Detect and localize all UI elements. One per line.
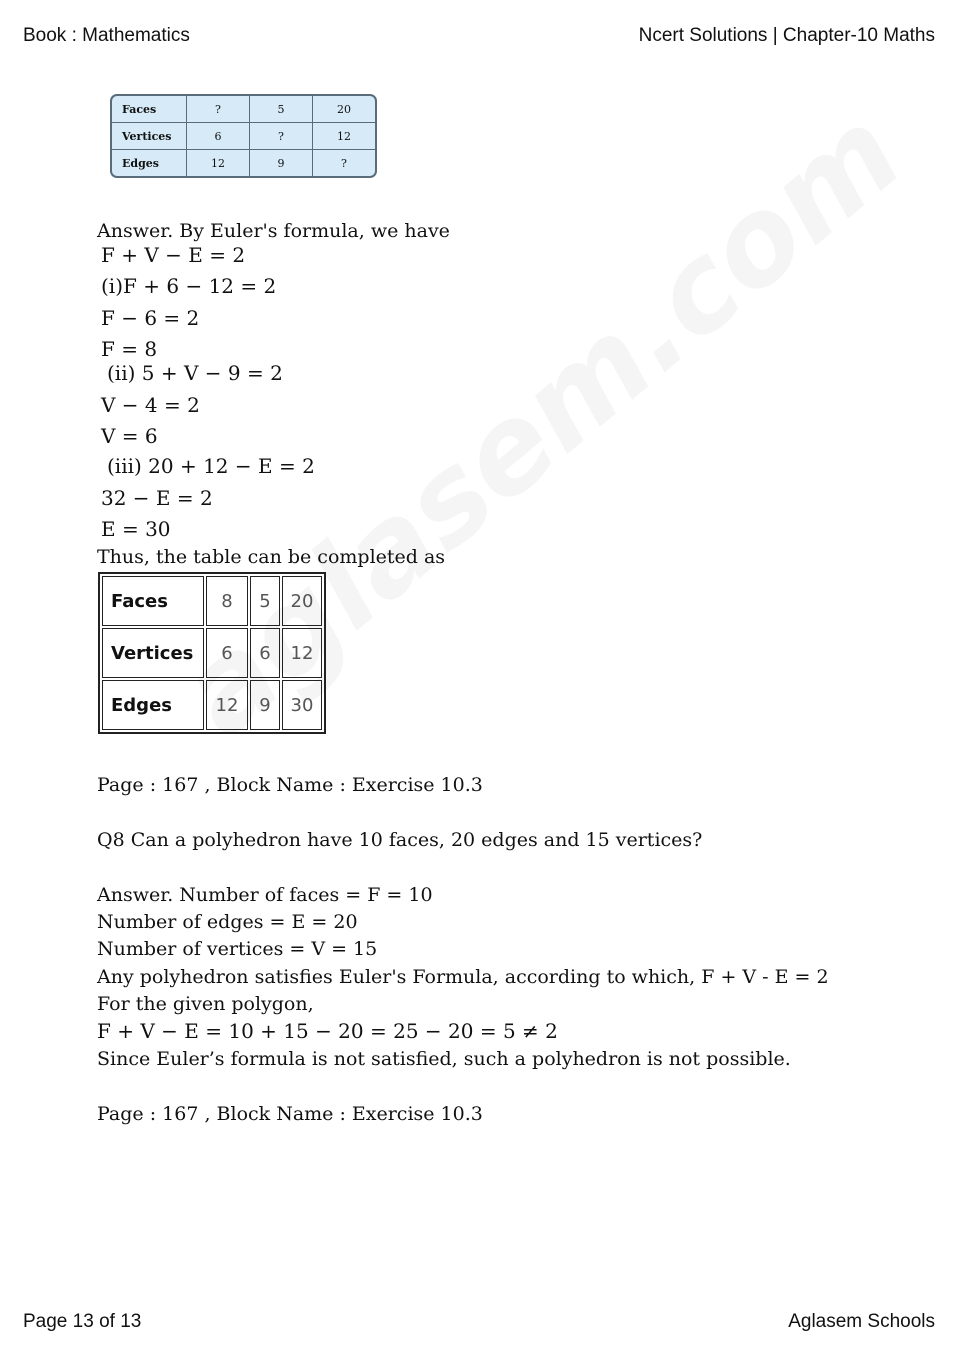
publisher-name: Aglasem Schools xyxy=(788,1311,935,1332)
header-book-title: Book : Mathematics xyxy=(23,25,190,46)
table-intro: Thus, the table can be completed as xyxy=(97,546,446,568)
answer-table xyxy=(98,572,326,734)
equation: V − 4 = 2 xyxy=(101,393,200,417)
part-label: (i) xyxy=(101,274,124,298)
row-label: Edges xyxy=(102,680,204,730)
equation xyxy=(101,274,276,298)
row-label: Faces xyxy=(102,576,204,626)
table-cell: ? xyxy=(341,156,347,170)
table-row xyxy=(102,628,322,678)
answer-line: Number of vertices = V = 15 xyxy=(97,938,378,960)
answer-line: Any polyhedron satisfies Euler's Formula, according to which, F + V - E = 2 xyxy=(97,966,829,988)
equation: V = 6 xyxy=(101,424,158,448)
equation: 32 − E = 2 xyxy=(101,486,213,510)
equation: F + V − E = 2 xyxy=(101,243,246,267)
table-cell: 12 xyxy=(206,680,248,730)
equation: F = 8 xyxy=(101,337,158,361)
table-row xyxy=(112,123,375,150)
table-cell: 6 xyxy=(206,628,248,678)
row-label: Edges xyxy=(112,150,187,176)
table-row xyxy=(112,96,375,123)
part-label: (iii) xyxy=(107,454,142,478)
table-row xyxy=(112,150,375,176)
table-cell: 5 xyxy=(250,576,280,626)
answer-line: Since Euler’s formula is not satisfied, such a polyhedron is not possible. xyxy=(97,1048,791,1070)
table-cell: 12 xyxy=(282,628,322,678)
row-label: Vertices xyxy=(102,628,204,678)
table-cell: 9 xyxy=(250,150,313,176)
equation-text: 20 + 12 − E = 2 xyxy=(148,454,315,478)
page-reference: Page : 167 , Block Name : Exercise 10.3 xyxy=(97,774,483,796)
equation: F − 6 = 2 xyxy=(101,306,200,330)
question-text: Q8 Can a polyhedron have 10 faces, 20 edges and 15 vertices? xyxy=(97,829,703,851)
answer-line: Answer. Number of faces = F = 10 xyxy=(97,884,433,906)
row-label: Faces xyxy=(112,96,187,123)
table-row xyxy=(102,680,322,730)
table-cell: 12 xyxy=(187,150,250,176)
table-cell: 30 xyxy=(282,680,322,730)
answer-line: Number of edges = E = 20 xyxy=(97,911,358,933)
table-cell: 6 xyxy=(250,628,280,678)
equation-text: F + 6 − 12 = 2 xyxy=(123,274,277,298)
part-label: (ii) xyxy=(107,361,136,385)
equation xyxy=(107,361,283,385)
header-chapter-title: Ncert Solutions | Chapter-10 Maths xyxy=(638,25,935,46)
row-label: Vertices xyxy=(112,123,187,150)
table-cell: 9 xyxy=(250,680,280,730)
table-cell: 20 xyxy=(313,96,375,123)
table-cell: 8 xyxy=(206,576,248,626)
table-cell: 12 xyxy=(313,123,375,150)
equation: E = 30 xyxy=(101,517,171,541)
table-cell: ? xyxy=(187,96,250,123)
equation: F + V − E = 10 + 15 − 20 = 25 − 20 = 5 ≠ 2 xyxy=(97,1019,558,1043)
table-cell: 6 xyxy=(187,123,250,150)
equation-text: 5 + V − 9 = 2 xyxy=(141,361,283,385)
question-table xyxy=(110,94,377,178)
table-cell: 5 xyxy=(250,96,313,123)
answer-intro: Answer. By Euler's formula, we have xyxy=(97,220,450,242)
equation xyxy=(107,454,315,478)
page-number: Page 13 of 13 xyxy=(23,1311,142,1332)
table-cell: 20 xyxy=(282,576,322,626)
table-cell: ? xyxy=(250,123,313,150)
page-reference: Page : 167 , Block Name : Exercise 10.3 xyxy=(97,1103,483,1125)
table-row xyxy=(102,576,322,626)
answer-line: For the given polygon, xyxy=(97,993,314,1015)
